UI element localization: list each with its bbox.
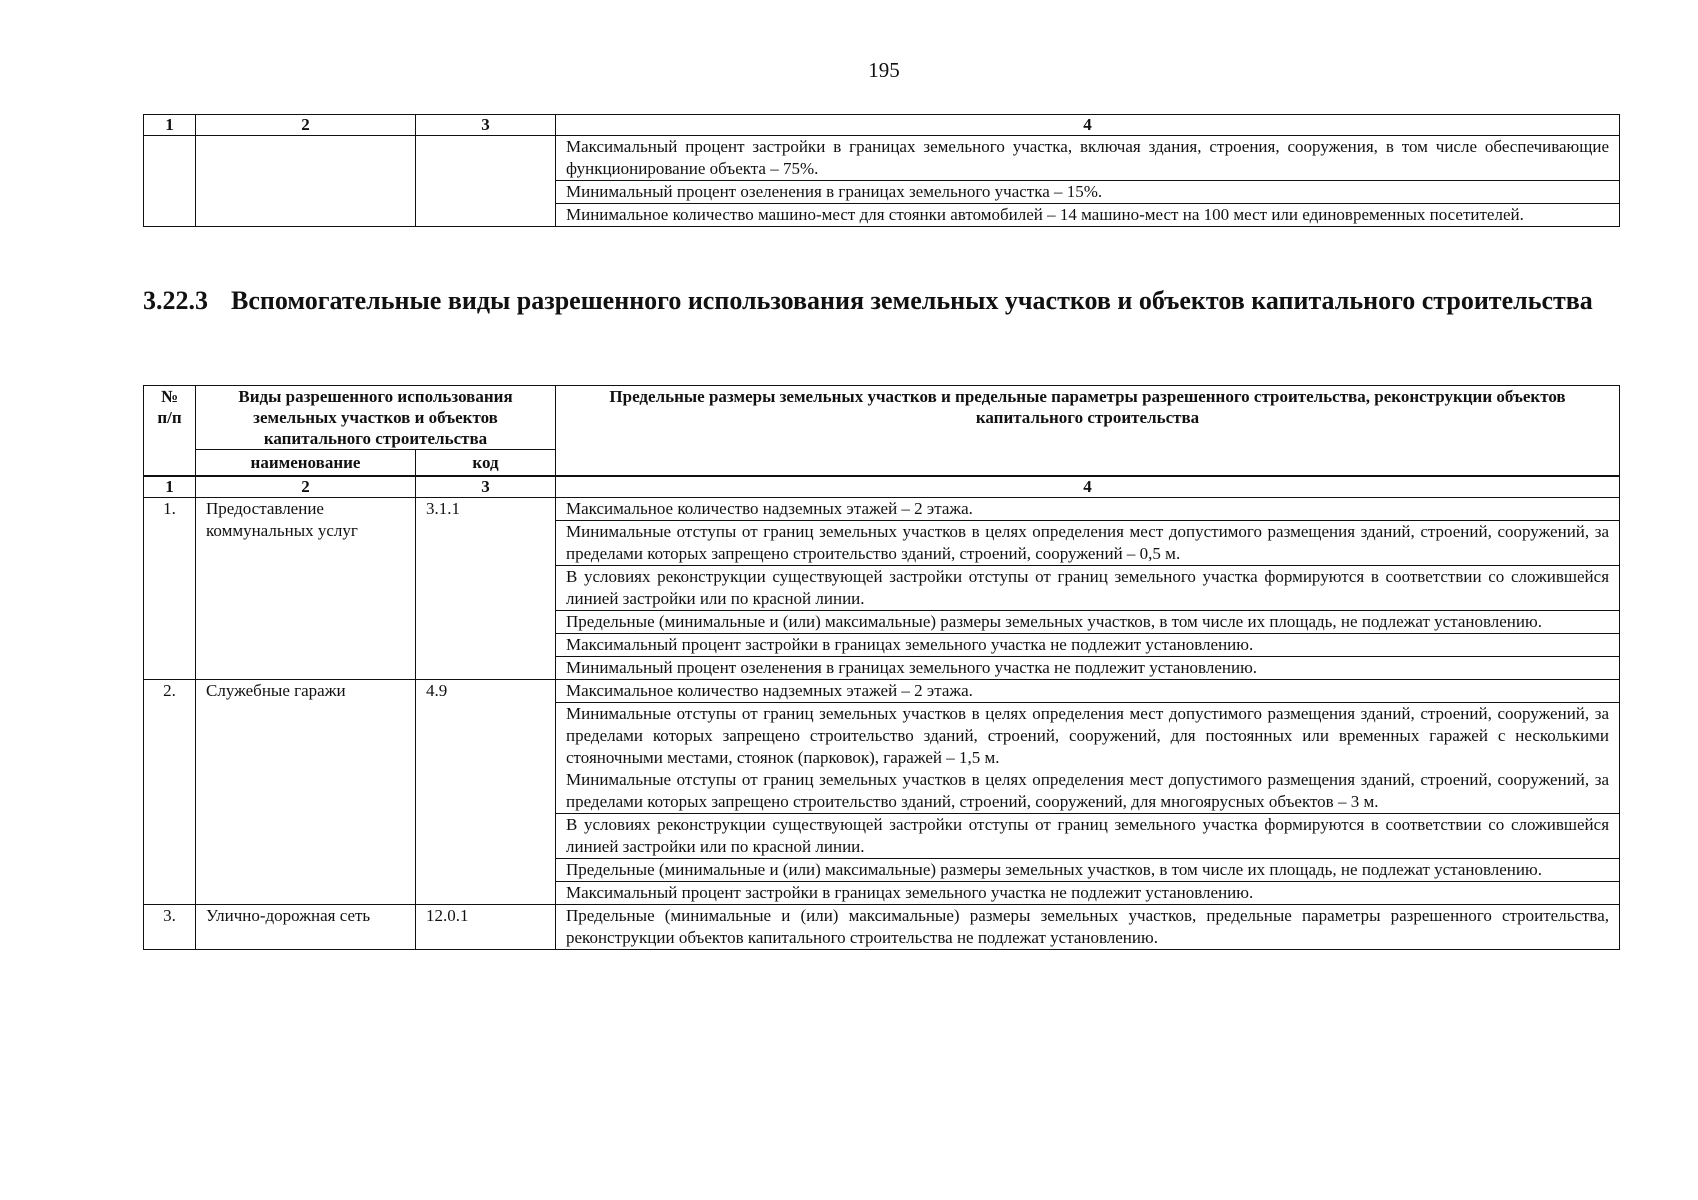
header-types: Виды разрешенного использования земельных участков и объектов капитального строительства xyxy=(196,386,556,450)
requirement-text: Максимальное количество надземных этажей – 2 этажа. xyxy=(556,680,1620,703)
column-number-row xyxy=(144,476,1620,498)
requirement-text: Минимальные отступы от границ земельных участков в целях определения мест допустимого размещения зданий, строений, сооружений, за пределами которых запрещено строительство зданий, строений, сооружений – 0,5 м. xyxy=(556,521,1620,566)
item-name: Улично-дорожная сеть xyxy=(196,905,416,950)
table-header-row xyxy=(144,386,1620,450)
requirement-text: Минимальный процент озеленения в границах земельного участка – 15%. xyxy=(556,181,1620,204)
requirement-text: Предельные (минимальные и (или) максимальные) размеры земельных участков, в том числе их площадь, не подлежат установлению. xyxy=(556,859,1620,882)
table-row xyxy=(144,680,1620,703)
column-number: 1 xyxy=(144,476,196,498)
requirement-text: Предельные (минимальные и (или) максимальные) размеры земельных участков, в том числе их площадь, не подлежат установлению. xyxy=(556,611,1620,634)
page-number: 195 xyxy=(868,58,900,82)
table-row xyxy=(144,136,1620,181)
section-number: 3.22.3 xyxy=(143,286,208,315)
column-number: 1 xyxy=(144,115,196,136)
requirement-text: В условиях реконструкции существующей застройки отступы от границ земельного участка формируются в соответствии со сложившейся линией застройки или по красной линии. xyxy=(556,814,1620,859)
requirement-text: Минимальный процент озеленения в границах земельного участка не подлежит установлению. xyxy=(556,657,1620,680)
column-number: 2 xyxy=(196,115,416,136)
item-number: 1. xyxy=(144,498,196,680)
empty-cell xyxy=(144,136,196,227)
auxiliary-uses-table xyxy=(143,385,1620,950)
requirement-text: Максимальный процент застройки в границах земельного участка не подлежит установлению. xyxy=(556,882,1620,905)
header-params: Предельные размеры земельных участков и предельные параметры разрешенного строительства, реконструкции объектов капитального строительства xyxy=(556,386,1620,477)
requirement-text: Предельные (минимальные и (или) максимальные) размеры земельных участков, предельные параметры разрешенного строительства, реконструкции объектов капитального строительства не подлежат установлению. xyxy=(556,905,1620,950)
empty-cell xyxy=(416,136,556,227)
section-heading xyxy=(143,284,1619,317)
column-number: 2 xyxy=(196,476,416,498)
item-code: 3.1.1 xyxy=(416,498,556,680)
requirement-text: В условиях реконструкции существующей застройки отступы от границ земельного участка формируются в соответствии со сложившейся линией застройки или по красной линии. xyxy=(556,566,1620,611)
item-name: Служебные гаражи xyxy=(196,680,416,905)
column-number: 4 xyxy=(556,476,1620,498)
header-code: код xyxy=(416,450,556,477)
continued-table xyxy=(143,114,1620,227)
requirement-text: Минимальное количество машино-мест для стоянки автомобилей – 14 машино-мест на 100 мест или единовременных посетителей. xyxy=(556,204,1620,227)
requirement-text: Максимальное количество надземных этажей – 2 этажа. xyxy=(556,498,1620,521)
requirement-text: Минимальные отступы от границ земельных участков в целях определения мест допустимого размещения зданий, строений, сооружений, за пределами которых запрещено строительство зданий, строений, сооружений, для постоянных или временных гаражей с несколькими стояночными местами, стоянок (парковок), гаражей – 1,5 м. Минимальные отступы от границ земельных участков в целях определения мест допустимого размещения зданий, строений, сооружений, за пределами которых запрещено строительство зданий, строений, сооружений, для многоярусных объектов – 3 м. xyxy=(556,703,1620,814)
column-number: 3 xyxy=(416,115,556,136)
section-title: Вспомогательные виды разрешенного использования земельных участков и объектов капитального строительства xyxy=(231,286,1593,315)
empty-cell xyxy=(196,136,416,227)
item-name: Предоставление коммунальных услуг xyxy=(196,498,416,680)
column-number: 4 xyxy=(556,115,1620,136)
requirement-text: Максимальный процент застройки в границах земельного участка, включая здания, строения, сооружения, в том числе обеспечивающие функционирование объекта – 75%. xyxy=(556,136,1620,181)
column-number-row xyxy=(144,115,1620,136)
item-number: 3. xyxy=(144,905,196,950)
requirement-text: Максимальный процент застройки в границах земельного участка не подлежит установлению. xyxy=(556,634,1620,657)
header-name: наименование xyxy=(196,450,416,477)
table-row xyxy=(144,905,1620,950)
item-code: 12.0.1 xyxy=(416,905,556,950)
header-num: № п/п xyxy=(144,386,196,477)
item-number: 2. xyxy=(144,680,196,905)
table-row xyxy=(144,498,1620,521)
column-number: 3 xyxy=(416,476,556,498)
item-code: 4.9 xyxy=(416,680,556,905)
